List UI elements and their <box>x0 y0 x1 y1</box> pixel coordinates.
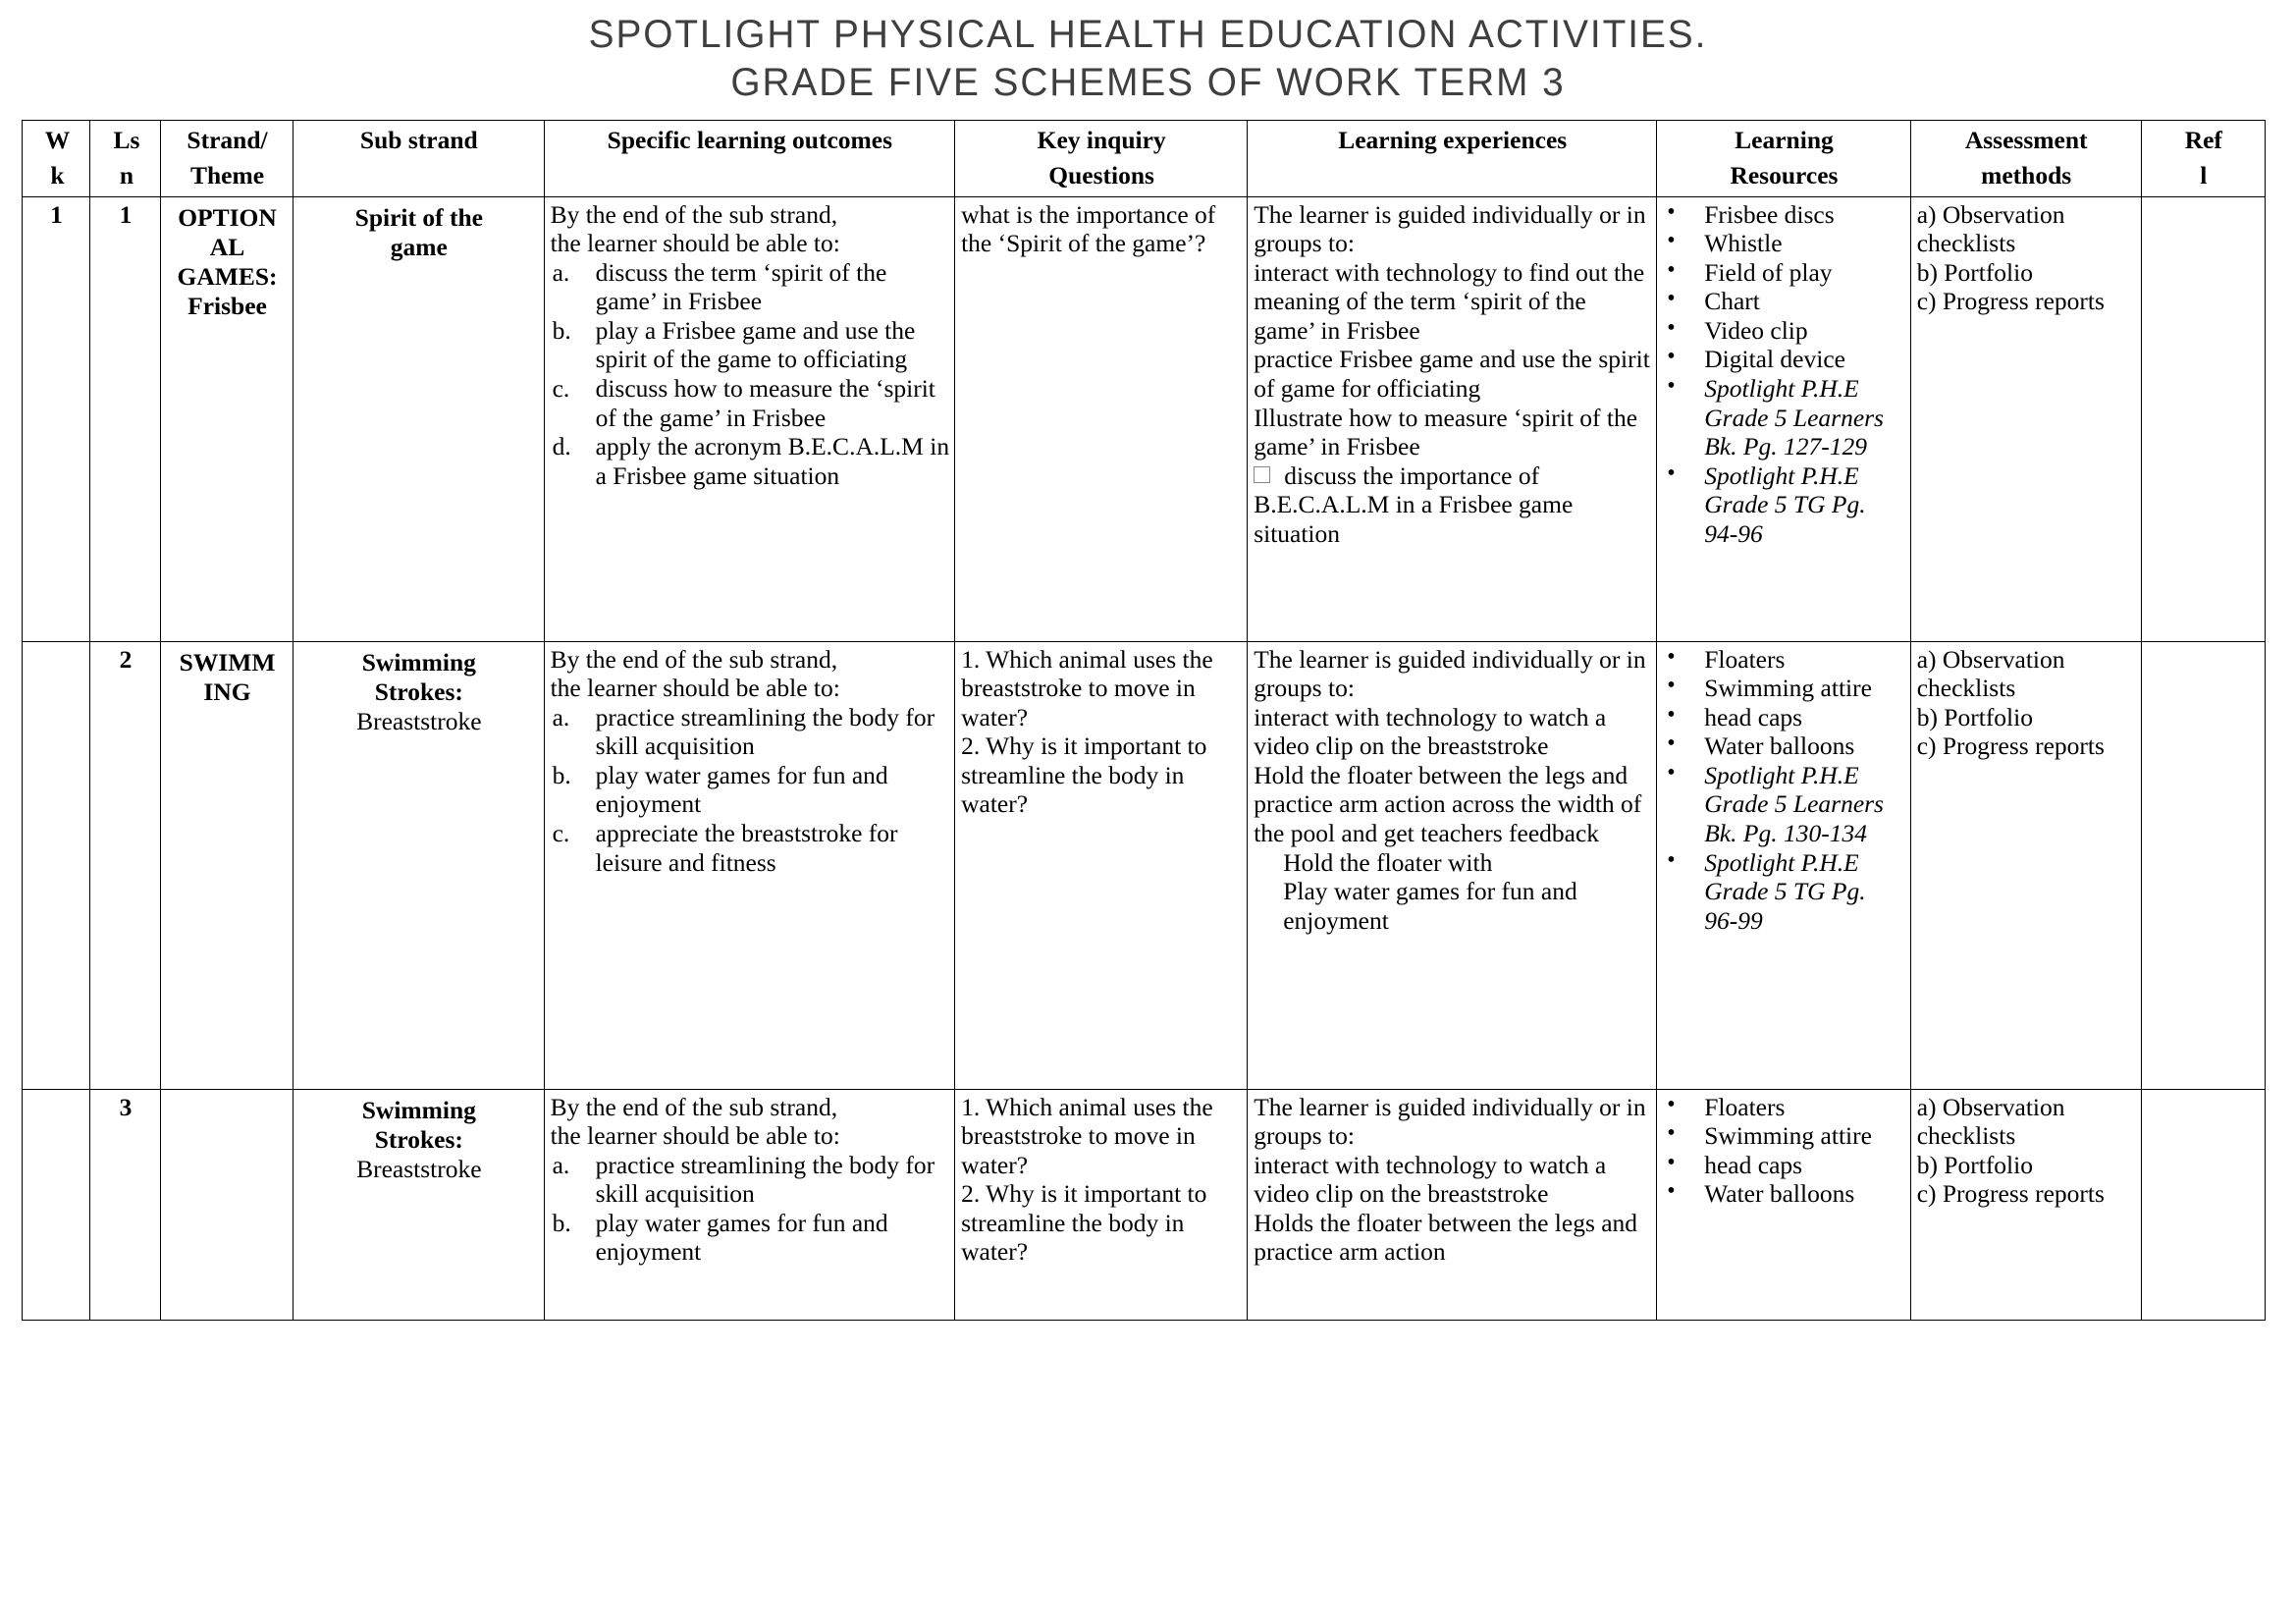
cell-strand-theme <box>160 641 293 1089</box>
resource-text: Digital device <box>1704 345 1845 374</box>
outcome-item <box>551 258 950 316</box>
cell-lesson: 3 <box>90 1089 161 1320</box>
bullet-icon: • <box>1667 1149 1676 1175</box>
outcomes-list <box>551 1151 950 1267</box>
cell-key-inquiry-questions <box>955 641 1248 1089</box>
resource-item <box>1663 461 1904 549</box>
bullet-icon: • <box>1667 198 1676 225</box>
column-header-assessment-line2: methods <box>1981 160 2072 189</box>
resource-item <box>1663 1151 1904 1180</box>
bullet-icon: • <box>1667 731 1676 757</box>
outcome-text: apply the acronym B.E.C.A.L.M in a Frisbee game situation <box>595 432 950 490</box>
resource-text: Floaters <box>1704 644 1786 674</box>
resource-item <box>1663 703 1904 732</box>
outcome-text: discuss how to measure the ‘spirit of the game’ in Frisbee <box>595 374 935 432</box>
sub-strand-detail-line: Breaststroke <box>356 706 482 735</box>
outcome-text: play water games for fun and enjoyment <box>595 1208 888 1267</box>
experiences-lead: The learner is guided individually or in groups to: <box>1254 199 1646 258</box>
outcomes-lead-line: By the end of the sub strand, <box>550 644 838 674</box>
outcome-marker: b. <box>552 760 571 789</box>
table-row <box>23 196 2266 641</box>
sub-strand-detail <box>299 1155 539 1184</box>
resource-text: Frisbee discs <box>1704 199 1835 229</box>
experience-line <box>1254 703 1651 761</box>
experience-line <box>1254 848 1651 878</box>
experience-text: discuss the importance of B.E.C.A.L.M in a Frisbee game situation <box>1254 460 1574 548</box>
cell-reflection <box>2141 641 2265 1089</box>
cell-learning-resources <box>1657 196 1910 641</box>
resource-item <box>1663 229 1904 258</box>
bullet-icon: • <box>1667 1091 1676 1117</box>
resource-item <box>1663 674 1904 703</box>
strand-theme-text <box>167 1093 288 1096</box>
sub-strand-line: Spirit of the <box>354 202 483 232</box>
column-header-lesson <box>90 121 161 196</box>
outcome-item <box>551 1151 950 1209</box>
cell-sub-strand <box>294 196 545 641</box>
strand-line: ING <box>203 677 251 706</box>
experience-line <box>1254 1151 1651 1209</box>
bullet-icon: • <box>1667 228 1676 254</box>
column-header-resources-line1: Learning <box>1735 126 1834 155</box>
cell-learning-experiences <box>1248 641 1657 1089</box>
bullet-icon: • <box>1667 643 1676 670</box>
experience-text: interact with technology to find out the meaning of the term ‘spirit of the game’ in Frisbee <box>1254 257 1645 345</box>
outcome-marker: d. <box>552 432 571 461</box>
resource-text: Field of play <box>1704 257 1833 287</box>
column-header-resources-line2: Resources <box>1730 160 1839 189</box>
experiences-lead: The learner is guided individually or in groups to: <box>1254 1092 1646 1151</box>
bullet-icon: • <box>1667 759 1676 785</box>
cell-lesson: 2 <box>90 641 161 1089</box>
cell-reflection <box>2141 196 2265 641</box>
table-row <box>23 1089 2266 1320</box>
column-header-kiq-line2: Questions <box>1048 160 1154 189</box>
assessment-method-line: a) Observation checklists <box>1916 199 2065 258</box>
column-header-reflection <box>2141 121 2265 196</box>
column-header-strand-theme <box>160 121 293 196</box>
column-header-strand-line2: Theme <box>189 160 265 189</box>
cell-specific-learning-outcomes <box>544 1089 955 1320</box>
outcomes-lead-line: the learner should be able to: <box>550 1121 840 1151</box>
key-inquiry-question: 2. Why is it important to streamline the body in water? <box>961 731 1207 819</box>
sub-strand-line: Strokes: <box>374 677 463 706</box>
column-header-sub-strand: Sub strand <box>294 121 545 196</box>
cell-sub-strand <box>294 641 545 1089</box>
sub-strand-line: Swimming <box>361 647 476 677</box>
outcome-marker: c. <box>552 819 570 847</box>
sub-strand-line: Swimming <box>361 1095 476 1124</box>
outcome-marker: a. <box>552 702 570 731</box>
key-inquiry-question: 1. Which animal uses the breaststroke to move in water? <box>961 644 1213 731</box>
experience-text: practice Frisbee game and use the spirit of game for officiating <box>1254 345 1650 403</box>
resource-text: Swimming attire <box>1704 1121 1872 1151</box>
sub-strand-title <box>299 645 539 707</box>
resources-list <box>1663 200 1904 549</box>
cell-strand-theme <box>160 196 293 641</box>
resource-text: Spotlight P.H.E Grade 5 TG Pg. 96-99 <box>1704 847 1866 935</box>
assessment-method-line: a) Observation checklists <box>1916 1092 2065 1151</box>
resource-item <box>1663 345 1904 374</box>
cell-assessment-methods <box>1910 196 2141 641</box>
outcome-item <box>551 1209 950 1267</box>
experience-line <box>1254 258 1651 346</box>
column-header-strand-line1: Strand/ <box>187 126 268 155</box>
column-header-kiq-line1: Key inquiry <box>1037 126 1166 155</box>
cell-sub-strand <box>294 1089 545 1320</box>
schemes-of-work-table <box>22 120 2266 1320</box>
cell-learning-experiences <box>1248 1089 1657 1320</box>
strand-line: Frisbee <box>187 291 267 320</box>
outcome-text: appreciate the breaststroke for leisure and fitness <box>595 819 898 877</box>
resource-text: Chart <box>1704 287 1760 316</box>
resource-text: Video clip <box>1704 315 1808 345</box>
resources-list <box>1663 645 1904 936</box>
outcome-text: discuss the term ‘spirit of the game’ in Frisbee <box>595 257 887 316</box>
resource-item <box>1663 731 1904 761</box>
checkbox-bullet-icon <box>1254 466 1270 483</box>
page-subtitle: GRADE FIVE SCHEMES OF WORK TERM 3 <box>730 61 1566 105</box>
outcome-item <box>551 374 950 432</box>
resources-list <box>1663 1093 1904 1209</box>
experiences-lead: The learner is guided individually or in groups to: <box>1254 644 1646 703</box>
bullet-icon: • <box>1667 344 1676 370</box>
experience-text: interact with technology to watch a video clip on the breaststroke <box>1254 1150 1607 1209</box>
resource-text: Floaters <box>1704 1092 1786 1121</box>
strand-theme-text <box>167 200 288 321</box>
column-header-reflection-line1: Ref <box>2184 126 2222 155</box>
resource-item <box>1663 848 1904 936</box>
bullet-icon: • <box>1667 256 1676 283</box>
page-title: SPOTLIGHT PHYSICAL HEALTH EDUCATION ACTIVITIES. <box>588 13 1708 56</box>
resource-item <box>1663 200 1904 230</box>
resource-text: Water balloons <box>1704 731 1855 761</box>
bullet-icon: • <box>1667 286 1676 312</box>
cell-assessment-methods <box>1910 641 2141 1089</box>
assessment-method-line: c) Progress reports <box>1916 1179 2105 1209</box>
sub-strand-line: game <box>390 232 448 261</box>
outcome-marker: b. <box>552 1208 571 1237</box>
column-header-learning-resources <box>1657 121 1910 196</box>
outcome-marker: b. <box>552 315 571 345</box>
experience-line <box>1254 461 1651 549</box>
outcome-text: play water games for fun and enjoyment <box>595 760 888 819</box>
column-header-week-line1: W <box>44 126 71 155</box>
cell-reflection <box>2141 1089 2265 1320</box>
outcome-text: play a Frisbee game and use the spirit of the game to officiating <box>595 315 916 374</box>
outcome-marker: a. <box>552 257 570 287</box>
title-block <box>0 0 2296 106</box>
sub-strand-detail <box>299 707 539 736</box>
cell-assessment-methods <box>1910 1089 2141 1320</box>
resource-text: Spotlight P.H.E Grade 5 Learners Bk. Pg. 127-129 <box>1704 374 1884 461</box>
cell-week <box>23 1089 90 1320</box>
outcome-item <box>551 819 950 877</box>
cell-specific-learning-outcomes <box>544 196 955 641</box>
resource-text: Spotlight P.H.E Grade 5 TG Pg. 94-96 <box>1704 460 1866 548</box>
resource-text: Whistle <box>1704 229 1783 258</box>
outcomes-lead-line: By the end of the sub strand, <box>550 1092 838 1121</box>
resource-item <box>1663 258 1904 288</box>
bullet-icon: • <box>1667 373 1676 399</box>
resource-item <box>1663 1121 1904 1151</box>
assessment-method-line: a) Observation checklists <box>1916 644 2065 703</box>
column-header-learning-experiences: Learning experiences <box>1248 121 1657 196</box>
column-header-reflection-line2: l <box>2200 160 2208 189</box>
outcome-item <box>551 761 950 819</box>
bullet-icon: • <box>1667 314 1676 341</box>
experience-line <box>1254 345 1651 403</box>
resource-text: head caps <box>1704 1150 1803 1179</box>
cell-learning-resources <box>1657 1089 1910 1320</box>
cell-learning-resources <box>1657 641 1910 1089</box>
cell-specific-learning-outcomes <box>544 641 955 1089</box>
column-header-week <box>23 121 90 196</box>
strand-line: AL <box>209 232 245 261</box>
table-row <box>23 641 2266 1089</box>
resource-item <box>1663 316 1904 346</box>
assessment-method-line: b) Portfolio <box>1916 1150 2033 1179</box>
strand-theme-text <box>167 645 288 707</box>
experience-text: interact with technology to watch a video clip on the breaststroke <box>1254 702 1607 761</box>
experience-text: Holds the floater between the legs and practice arm action <box>1254 1208 1638 1267</box>
column-header-specific-learning-outcomes: Specific learning outcomes <box>544 121 955 196</box>
cell-key-inquiry-questions <box>955 1089 1248 1320</box>
cell-lesson: 1 <box>90 196 161 641</box>
outcomes-list <box>551 703 950 877</box>
experience-text: Hold the floater between the legs and practice arm action across the width of the pool and get teachers feedback <box>1254 760 1642 847</box>
outcomes-list <box>551 258 950 491</box>
sub-strand-detail-line: Breaststroke <box>356 1154 482 1183</box>
cell-strand-theme <box>160 1089 293 1320</box>
assessment-method-line: b) Portfolio <box>1916 702 2033 731</box>
cell-key-inquiry-questions <box>955 196 1248 641</box>
column-header-assessment-methods <box>1910 121 2141 196</box>
outcome-marker: a. <box>552 1150 570 1179</box>
cell-week <box>23 641 90 1089</box>
resource-text: Water balloons <box>1704 1179 1855 1209</box>
column-header-lesson-line2: n <box>119 160 134 189</box>
experience-line <box>1254 1209 1651 1267</box>
experience-line <box>1254 877 1651 935</box>
cell-learning-experiences <box>1248 196 1657 641</box>
experience-line <box>1254 761 1651 848</box>
table-header <box>23 121 2266 196</box>
outcomes-lead-line: By the end of the sub strand, <box>550 199 838 229</box>
sub-strand-line: Strokes: <box>374 1124 463 1154</box>
column-header-week-line2: k <box>50 160 65 189</box>
outcome-item <box>551 703 950 761</box>
experience-text: Hold the floater with <box>1283 847 1493 877</box>
assessment-method-line: b) Portfolio <box>1916 257 2033 287</box>
experience-text: Illustrate how to measure ‘spirit of the game’ in Frisbee <box>1254 403 1638 461</box>
strand-line: SWIMM <box>179 647 276 677</box>
resource-text: Swimming attire <box>1704 674 1872 703</box>
resource-item <box>1663 1093 1904 1122</box>
experience-line <box>1254 404 1651 461</box>
cell-week: 1 <box>23 196 90 641</box>
outcome-item <box>551 432 950 490</box>
outcome-item <box>551 316 950 374</box>
outcome-marker: c. <box>552 374 570 403</box>
bullet-icon: • <box>1667 701 1676 728</box>
resource-item <box>1663 1179 1904 1209</box>
strand-line: OPTION <box>178 202 277 232</box>
resource-text: head caps <box>1704 702 1803 731</box>
resource-item <box>1663 645 1904 675</box>
experience-text: Play water games for fun and enjoyment <box>1283 877 1577 935</box>
assessment-method-line: c) Progress reports <box>1916 731 2105 761</box>
sub-strand-title <box>299 200 539 262</box>
column-header-key-inquiry-questions <box>955 121 1248 196</box>
resource-item <box>1663 761 1904 848</box>
outcomes-lead-line: the learner should be able to: <box>550 674 840 703</box>
assessment-method-line: c) Progress reports <box>1916 287 2105 316</box>
resource-item <box>1663 374 1904 461</box>
column-header-lesson-line1: Ls <box>113 126 140 155</box>
outcome-text: practice streamlining the body for skill acquisition <box>595 702 935 761</box>
outcome-text: practice streamlining the body for skill acquisition <box>595 1150 935 1209</box>
bullet-icon: • <box>1667 673 1676 699</box>
bullet-icon: • <box>1667 460 1676 486</box>
table-body <box>23 196 2266 1320</box>
table-header-row <box>23 121 2266 196</box>
column-header-assessment-line1: Assessment <box>1964 126 2088 155</box>
bullet-icon: • <box>1667 1120 1676 1147</box>
strand-line: GAMES: <box>177 261 278 291</box>
sub-strand-title <box>299 1093 539 1155</box>
resource-item <box>1663 287 1904 316</box>
key-inquiry-question: what is the importance of the ‘Spirit of the game’? <box>961 199 1216 258</box>
key-inquiry-question: 1. Which animal uses the breaststroke to move in water? <box>961 1092 1213 1179</box>
bullet-icon: • <box>1667 846 1676 873</box>
outcomes-lead-line: the learner should be able to: <box>550 229 840 258</box>
key-inquiry-question: 2. Why is it important to streamline the body in water? <box>961 1179 1207 1267</box>
bullet-icon: • <box>1667 1178 1676 1205</box>
resource-text: Spotlight P.H.E Grade 5 Learners Bk. Pg. 130-134 <box>1704 760 1884 847</box>
